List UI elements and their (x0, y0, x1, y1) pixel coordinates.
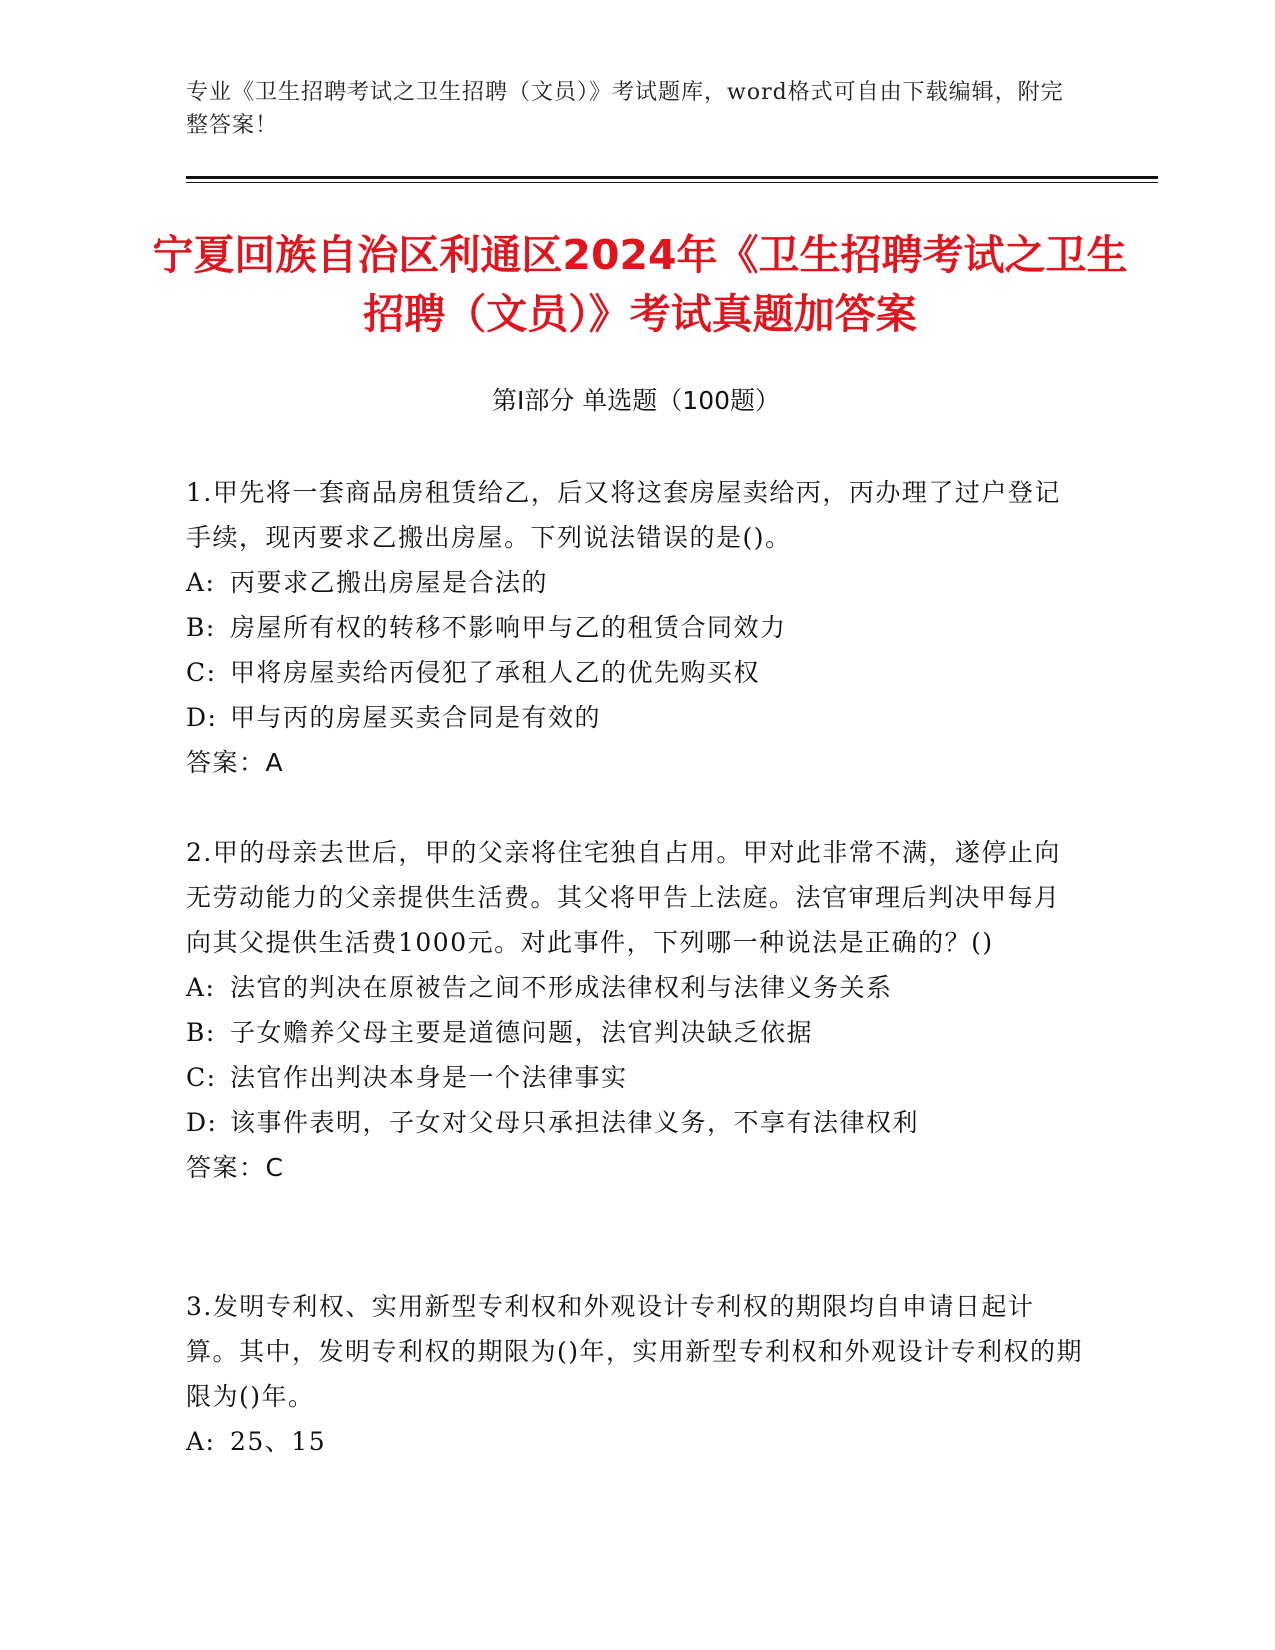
question-stem: 3.发明专利权、实用新型专利权和外观设计专利权的期限均自申请日起计算。其中，发明专利权的期限为()年，实用新型专利权和外观设计专利权的期限为()年。 (186, 1292, 1084, 1411)
option-letter: B: (186, 1018, 216, 1047)
option-c (186, 650, 1086, 695)
section-title: 第Ⅰ部分 单选题（100题） (491, 386, 781, 415)
answer: 答案：C (186, 1153, 285, 1182)
option-a (186, 965, 1086, 1010)
option-b (186, 1010, 1086, 1055)
option-text: 房屋所有权的转移不影响甲与乙的租赁合同效力 (230, 613, 787, 642)
question-1 (186, 470, 1086, 785)
option-text: 丙要求乙搬出房屋是合法的 (230, 568, 549, 597)
question-2 (186, 830, 1086, 1190)
option-text: 25、15 (230, 1427, 327, 1456)
option-text: 法官的判决在原被告之间不形成法律权利与法律义务关系 (230, 973, 893, 1002)
option-text: 该事件表明，子女对父母只承担法律义务，不享有法律权利 (230, 1108, 920, 1137)
option-letter: B: (186, 613, 216, 642)
option-a (186, 1419, 1086, 1464)
question-stem: 1.甲先将一套商品房租赁给乙，后又将这套房屋卖给丙，丙办理了过户登记手续，现丙要求乙搬出房屋。下列说法错误的是()。 (186, 478, 1061, 552)
header-divider-thin (186, 182, 1158, 183)
option-letter: C: (186, 658, 217, 687)
option-b (186, 605, 1086, 650)
option-d (186, 1100, 1086, 1145)
answer: 答案：A (186, 748, 285, 777)
header-note: 专业《卫生招聘考试之卫生招聘（文员）》考试题库，word格式可自由下载编辑，附完整答案！ (186, 80, 1064, 138)
header-divider-thick (186, 176, 1158, 179)
option-text: 甲与丙的房屋买卖合同是有效的 (230, 703, 602, 732)
option-c (186, 1055, 1086, 1100)
option-d (186, 695, 1086, 740)
option-letter: D: (186, 1108, 218, 1137)
option-letter: A: (186, 1427, 216, 1456)
option-text: 法官作出判决本身是一个法律事实 (230, 1063, 628, 1092)
option-letter: A: (186, 973, 216, 1002)
option-text: 子女赡养父母主要是道德问题，法官判决缺乏依据 (230, 1018, 814, 1047)
option-a (186, 560, 1086, 605)
question-stem: 2.甲的母亲去世后，甲的父亲将住宅独自占用。甲对此非常不满，遂停止向无劳动能力的父亲提供生活费。其父将甲告上法庭。法官审理后判决甲每月向其父提供生活费1000元。对此事件，下列哪一种说法是正确的？() (186, 838, 1061, 957)
option-letter: D: (186, 703, 218, 732)
option-letter: A: (186, 568, 216, 597)
question-3 (186, 1284, 1086, 1464)
option-text: 甲将房屋卖给丙侵犯了承租人乙的优先购买权 (230, 658, 761, 687)
document-title: 宁夏回族自治区利通区2024年《卫生招聘考试之卫生招聘（文员）》考试真题加答案 (152, 231, 1128, 338)
option-letter: C: (186, 1063, 217, 1092)
